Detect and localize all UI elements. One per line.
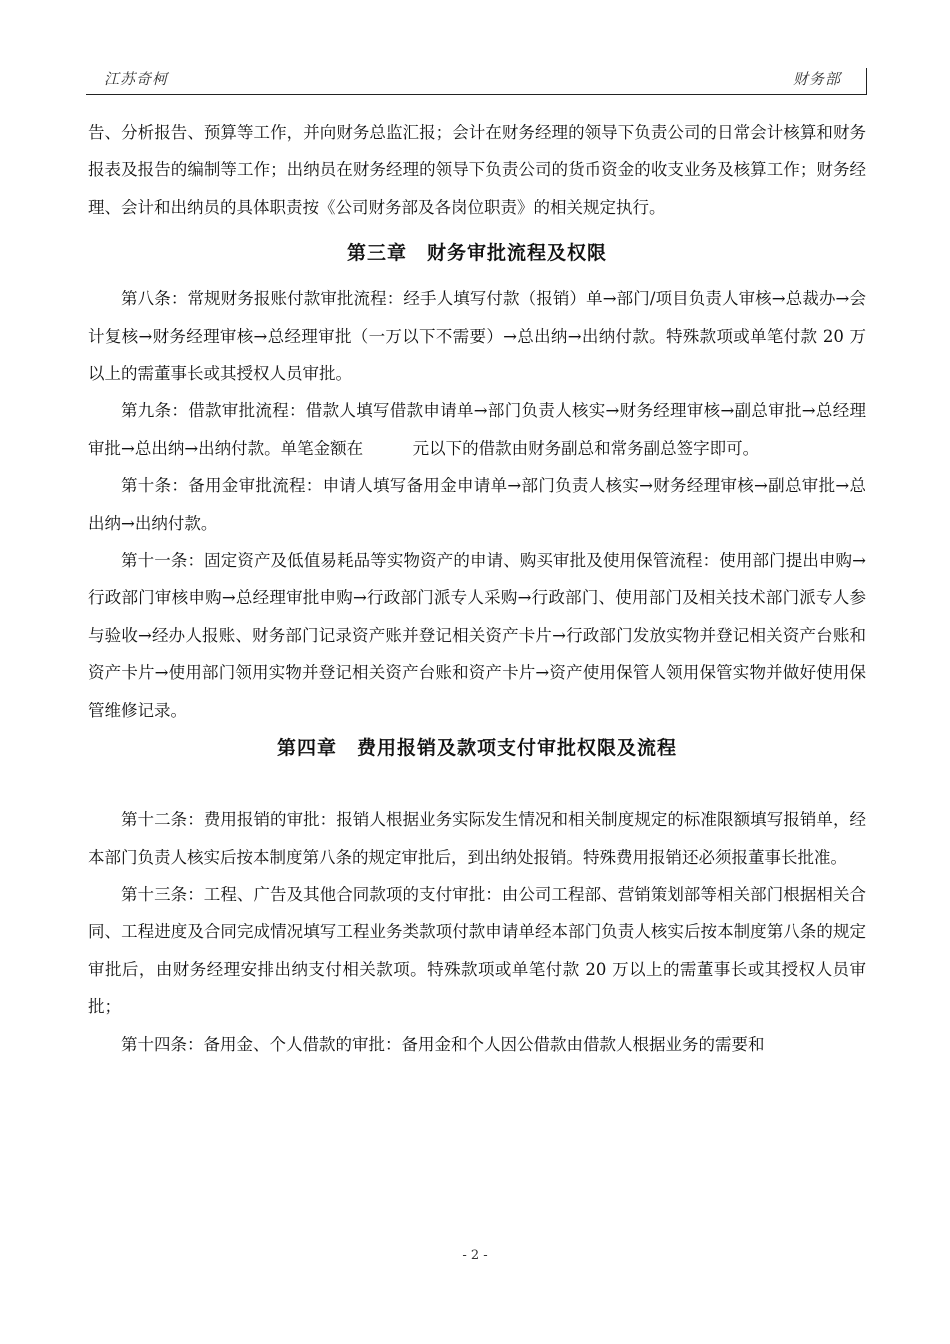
article-12: 第十二条：费用报销的审批：报销人根据业务实际发生情况和相关制度规定的标准限额填写报销单，经本部门负责人核实后按本制度第八条的规定审批后，到出纳处报销。特殊费用报销还必须报董事长批准。 [88, 810, 866, 867]
article-11: 第十一条：固定资产及低值易耗品等实物资产的申请、购买审批及使用保管流程：使用部门提出申购→行政部门审核申购→总经理审批申购→行政部门派专人采购→行政部门、使用部门及相关技术部门派专人参与验收→经办人报账、财务部门记录资产账并登记相关资产卡片→行政部门发放实物并登记相关资产台账和资产卡片→使用部门领用实物并登记相关资产台账和资产卡片→资产使用保管人领用保管实物并做好使用保管维修记录。 [88, 551, 866, 720]
page-header [86, 60, 867, 95]
intro-paragraph: 告、分析报告、预算等工作，并向财务总监汇报；会计在财务经理的领导下负责公司的日常会计核算和财务报表及报告的编制等工作；出纳员在财务经理的领导下负责公司的货币资金的收支业务及核算工作；财务经理、会计和出纳员的具体职责按《公司财务部及各岗位职责》的相关规定执行。 [88, 123, 866, 217]
article-10: 第十条：备用金审批流程：申请人填写备用金申请单→部门负责人核实→财务经理审核→副总审批→总出纳→出纳付款。 [88, 476, 866, 533]
spacer [88, 767, 866, 801]
chapter-4-title: 第四章 费用报销及款项支付审批权限及流程 [276, 737, 677, 760]
spacer [88, 226, 866, 234]
article-13: 第十三条：工程、广告及其他合同款项的支付审批：由公司工程部、营销策划部等相关部门根据相关合同、工程进度及合同完成情况填写工程业务类款项付款申请单经本部门负责人核实后按本制度第八条的规定审批后，由财务经理安排出纳支付相关款项。特殊款项或单笔付款 20 万以上的需董事长或其授权人员审批； [88, 884, 866, 1017]
header-divider [866, 68, 867, 94]
spacer [88, 272, 866, 280]
page-number: - 2 - [462, 1248, 488, 1263]
article-9: 第九条：借款审批流程：借款人填写借款申请单→部门负责人核实→财务经理审核→副总审批→总经理审批→总出纳→出纳付款。单笔金额在 元以下的借款由财务副总和常务副总签字即可。 [88, 401, 866, 458]
chapter-3-title: 第三章 财务审批流程及权限 [346, 242, 607, 265]
document-body [88, 114, 866, 1063]
article-8: 第八条：常规财务报账付款审批流程：经手人填写付款（报销）单→部门/项目负责人审核→总裁办→会计复核→财务经理审核→总经理审批（一万以下不需要）→总出纳→出纳付款。特殊款项或单笔付款 20 万以上的需董事长或其授权人员审批。 [88, 289, 866, 384]
department-name: 财务部 [792, 70, 841, 88]
company-name: 江苏奇柯 [104, 70, 169, 88]
article-14: 第十四条：备用金、个人借款的审批：备用金和个人因公借款由借款人根据业务的需要和 [121, 1034, 765, 1054]
